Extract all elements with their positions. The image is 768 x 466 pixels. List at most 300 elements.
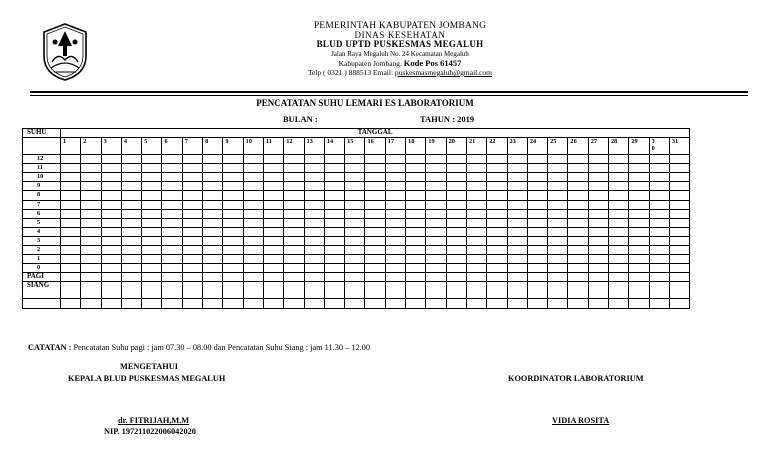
entry-cell[interactable] — [121, 218, 141, 227]
entry-cell[interactable] — [365, 182, 385, 191]
entry-cell[interactable] — [548, 209, 568, 218]
entry-cell[interactable] — [446, 209, 466, 218]
entry-cell[interactable] — [446, 282, 466, 299]
entry-cell[interactable] — [466, 200, 486, 209]
entry-cell[interactable] — [548, 182, 568, 191]
entry-cell[interactable] — [304, 164, 324, 173]
entry-cell[interactable] — [263, 209, 283, 218]
entry-cell[interactable] — [203, 227, 223, 236]
entry-cell[interactable] — [121, 273, 141, 282]
entry-cell[interactable] — [243, 182, 263, 191]
entry-cell[interactable] — [629, 209, 649, 218]
entry-cell[interactable] — [446, 264, 466, 273]
entry-cell[interactable] — [81, 182, 101, 191]
entry-cell[interactable] — [121, 246, 141, 255]
entry-cell[interactable] — [548, 164, 568, 173]
entry-cell[interactable] — [345, 255, 365, 264]
entry-cell[interactable] — [142, 246, 162, 255]
entry-cell[interactable] — [507, 236, 527, 245]
entry-cell[interactable] — [649, 246, 669, 255]
entry-cell[interactable] — [61, 255, 81, 264]
entry-cell[interactable] — [284, 264, 304, 273]
entry-cell[interactable] — [548, 273, 568, 282]
entry-cell[interactable] — [263, 173, 283, 182]
entry-cell[interactable] — [527, 218, 547, 227]
entry-cell[interactable] — [304, 173, 324, 182]
entry-cell[interactable] — [446, 182, 466, 191]
entry-cell[interactable] — [629, 273, 649, 282]
entry-cell[interactable] — [324, 299, 344, 308]
entry-cell[interactable] — [121, 299, 141, 308]
entry-cell[interactable] — [426, 255, 446, 264]
entry-cell[interactable] — [649, 218, 669, 227]
entry-cell[interactable] — [142, 173, 162, 182]
entry-cell[interactable] — [466, 236, 486, 245]
entry-cell[interactable] — [446, 299, 466, 308]
entry-cell[interactable] — [446, 236, 466, 245]
entry-cell[interactable] — [629, 246, 649, 255]
entry-cell[interactable] — [609, 282, 629, 299]
entry-cell[interactable] — [304, 273, 324, 282]
entry-cell[interactable] — [284, 246, 304, 255]
entry-cell[interactable] — [81, 209, 101, 218]
entry-cell[interactable] — [426, 299, 446, 308]
entry-cell[interactable] — [365, 155, 385, 164]
entry-cell[interactable] — [365, 209, 385, 218]
entry-cell[interactable] — [365, 218, 385, 227]
entry-cell[interactable] — [243, 218, 263, 227]
entry-cell[interactable] — [324, 182, 344, 191]
entry-cell[interactable] — [162, 164, 182, 173]
entry-cell[interactable] — [324, 191, 344, 200]
entry-cell[interactable] — [507, 246, 527, 255]
entry-cell[interactable] — [568, 273, 588, 282]
entry-cell[interactable] — [324, 218, 344, 227]
entry-cell[interactable] — [345, 218, 365, 227]
entry-cell[interactable] — [121, 227, 141, 236]
entry-cell[interactable] — [121, 255, 141, 264]
entry-cell[interactable] — [203, 218, 223, 227]
entry-cell[interactable] — [385, 209, 405, 218]
entry-cell[interactable] — [629, 227, 649, 236]
entry-cell[interactable] — [162, 282, 182, 299]
entry-cell[interactable] — [669, 173, 689, 182]
entry-cell[interactable] — [406, 264, 426, 273]
entry-cell[interactable] — [669, 227, 689, 236]
entry-cell[interactable] — [243, 246, 263, 255]
entry-cell[interactable] — [182, 209, 202, 218]
entry-cell[interactable] — [81, 218, 101, 227]
entry-cell[interactable] — [649, 273, 669, 282]
entry-cell[interactable] — [527, 255, 547, 264]
entry-cell[interactable] — [101, 155, 121, 164]
entry-cell[interactable] — [223, 273, 243, 282]
entry-cell[interactable] — [182, 246, 202, 255]
entry-cell[interactable] — [345, 273, 365, 282]
entry-cell[interactable] — [568, 227, 588, 236]
entry-cell[interactable] — [507, 209, 527, 218]
entry-cell[interactable] — [649, 155, 669, 164]
entry-cell[interactable] — [629, 282, 649, 299]
entry-cell[interactable] — [669, 209, 689, 218]
entry-cell[interactable] — [548, 282, 568, 299]
entry-cell[interactable] — [649, 191, 669, 200]
entry-cell[interactable] — [223, 173, 243, 182]
entry-cell[interactable] — [203, 246, 223, 255]
entry-cell[interactable] — [548, 200, 568, 209]
entry-cell[interactable] — [527, 155, 547, 164]
entry-cell[interactable] — [669, 264, 689, 273]
entry-cell[interactable] — [609, 182, 629, 191]
entry-cell[interactable] — [284, 155, 304, 164]
entry-cell[interactable] — [284, 255, 304, 264]
entry-cell[interactable] — [365, 246, 385, 255]
entry-cell[interactable] — [61, 218, 81, 227]
entry-cell[interactable] — [466, 282, 486, 299]
entry-cell[interactable] — [406, 155, 426, 164]
entry-cell[interactable] — [223, 200, 243, 209]
entry-cell[interactable] — [548, 236, 568, 245]
entry-cell[interactable] — [81, 273, 101, 282]
entry-cell[interactable] — [365, 164, 385, 173]
entry-cell[interactable] — [142, 264, 162, 273]
entry-cell[interactable] — [527, 273, 547, 282]
entry-cell[interactable] — [487, 255, 507, 264]
entry-cell[interactable] — [406, 273, 426, 282]
entry-cell[interactable] — [365, 200, 385, 209]
entry-cell[interactable] — [527, 282, 547, 299]
entry-cell[interactable] — [487, 164, 507, 173]
entry-cell[interactable] — [304, 299, 324, 308]
entry-cell[interactable] — [203, 191, 223, 200]
entry-cell[interactable] — [426, 273, 446, 282]
entry-cell[interactable] — [345, 299, 365, 308]
entry-cell[interactable] — [649, 182, 669, 191]
entry-cell[interactable] — [324, 209, 344, 218]
entry-cell[interactable] — [162, 273, 182, 282]
entry-cell[interactable] — [121, 264, 141, 273]
entry-cell[interactable] — [487, 282, 507, 299]
entry-cell[interactable] — [182, 218, 202, 227]
entry-cell[interactable] — [507, 155, 527, 164]
entry-cell[interactable] — [324, 282, 344, 299]
entry-cell[interactable] — [406, 282, 426, 299]
entry-cell[interactable] — [223, 164, 243, 173]
entry-cell[interactable] — [81, 282, 101, 299]
entry-cell[interactable] — [385, 173, 405, 182]
entry-cell[interactable] — [203, 209, 223, 218]
entry-cell[interactable] — [385, 182, 405, 191]
entry-cell[interactable] — [507, 191, 527, 200]
entry-cell[interactable] — [426, 191, 446, 200]
entry-cell[interactable] — [669, 164, 689, 173]
entry-cell[interactable] — [182, 191, 202, 200]
entry-cell[interactable] — [162, 218, 182, 227]
entry-cell[interactable] — [243, 282, 263, 299]
entry-cell[interactable] — [263, 273, 283, 282]
entry-cell[interactable] — [669, 273, 689, 282]
entry-cell[interactable] — [649, 236, 669, 245]
entry-cell[interactable] — [406, 164, 426, 173]
entry-cell[interactable] — [527, 246, 547, 255]
entry-cell[interactable] — [61, 246, 81, 255]
entry-cell[interactable] — [121, 191, 141, 200]
entry-cell[interactable] — [182, 155, 202, 164]
entry-cell[interactable] — [101, 264, 121, 273]
entry-cell[interactable] — [609, 218, 629, 227]
entry-cell[interactable] — [466, 209, 486, 218]
entry-cell[interactable] — [223, 227, 243, 236]
entry-cell[interactable] — [507, 255, 527, 264]
entry-cell[interactable] — [243, 236, 263, 245]
entry-cell[interactable] — [182, 182, 202, 191]
entry-cell[interactable] — [223, 236, 243, 245]
entry-cell[interactable] — [649, 282, 669, 299]
entry-cell[interactable] — [609, 155, 629, 164]
entry-cell[interactable] — [568, 191, 588, 200]
entry-cell[interactable] — [142, 273, 162, 282]
entry-cell[interactable] — [649, 264, 669, 273]
entry-cell[interactable] — [527, 264, 547, 273]
entry-cell[interactable] — [426, 264, 446, 273]
entry-cell[interactable] — [61, 236, 81, 245]
entry-cell[interactable] — [649, 209, 669, 218]
entry-cell[interactable] — [568, 173, 588, 182]
entry-cell[interactable] — [588, 246, 608, 255]
entry-cell[interactable] — [487, 218, 507, 227]
entry-cell[interactable] — [588, 182, 608, 191]
entry-cell[interactable] — [406, 255, 426, 264]
entry-cell[interactable] — [466, 299, 486, 308]
entry-cell[interactable] — [385, 227, 405, 236]
entry-cell[interactable] — [609, 164, 629, 173]
entry-cell[interactable] — [345, 164, 365, 173]
entry-cell[interactable] — [81, 200, 101, 209]
entry-cell[interactable] — [203, 299, 223, 308]
entry-cell[interactable] — [588, 209, 608, 218]
entry-cell[interactable] — [466, 264, 486, 273]
entry-cell[interactable] — [142, 182, 162, 191]
entry-cell[interactable] — [487, 273, 507, 282]
entry-cell[interactable] — [446, 218, 466, 227]
entry-cell[interactable] — [81, 236, 101, 245]
entry-cell[interactable] — [345, 282, 365, 299]
entry-cell[interactable] — [385, 264, 405, 273]
entry-cell[interactable] — [588, 200, 608, 209]
entry-cell[interactable] — [61, 155, 81, 164]
entry-cell[interactable] — [223, 255, 243, 264]
entry-cell[interactable] — [426, 209, 446, 218]
entry-cell[interactable] — [588, 282, 608, 299]
entry-cell[interactable] — [629, 182, 649, 191]
entry-cell[interactable] — [304, 236, 324, 245]
entry-cell[interactable] — [446, 273, 466, 282]
entry-cell[interactable] — [426, 155, 446, 164]
entry-cell[interactable] — [487, 299, 507, 308]
entry-cell[interactable] — [588, 155, 608, 164]
entry-cell[interactable] — [669, 246, 689, 255]
entry-cell[interactable] — [629, 164, 649, 173]
entry-cell[interactable] — [426, 246, 446, 255]
entry-cell[interactable] — [304, 191, 324, 200]
entry-cell[interactable] — [507, 182, 527, 191]
entry-cell[interactable] — [507, 264, 527, 273]
entry-cell[interactable] — [101, 182, 121, 191]
entry-cell[interactable] — [304, 246, 324, 255]
entry-cell[interactable] — [142, 155, 162, 164]
entry-cell[interactable] — [101, 164, 121, 173]
entry-cell[interactable] — [243, 273, 263, 282]
entry-cell[interactable] — [385, 236, 405, 245]
entry-cell[interactable] — [324, 273, 344, 282]
entry-cell[interactable] — [203, 164, 223, 173]
entry-cell[interactable] — [588, 218, 608, 227]
entry-cell[interactable] — [385, 200, 405, 209]
entry-cell[interactable] — [324, 264, 344, 273]
entry-cell[interactable] — [304, 282, 324, 299]
entry-cell[interactable] — [304, 227, 324, 236]
entry-cell[interactable] — [142, 282, 162, 299]
entry-cell[interactable] — [142, 236, 162, 245]
entry-cell[interactable] — [162, 255, 182, 264]
entry-cell[interactable] — [61, 191, 81, 200]
entry-cell[interactable] — [609, 264, 629, 273]
entry-cell[interactable] — [203, 155, 223, 164]
entry-cell[interactable] — [162, 264, 182, 273]
entry-cell[interactable] — [162, 191, 182, 200]
entry-cell[interactable] — [426, 282, 446, 299]
entry-cell[interactable] — [304, 155, 324, 164]
entry-cell[interactable] — [223, 264, 243, 273]
entry-cell[interactable] — [182, 255, 202, 264]
entry-cell[interactable] — [385, 299, 405, 308]
entry-cell[interactable] — [629, 299, 649, 308]
entry-cell[interactable] — [669, 191, 689, 200]
entry-cell[interactable] — [609, 200, 629, 209]
entry-cell[interactable] — [304, 182, 324, 191]
entry-cell[interactable] — [507, 299, 527, 308]
entry-cell[interactable] — [629, 255, 649, 264]
entry-cell[interactable] — [487, 236, 507, 245]
entry-cell[interactable] — [243, 255, 263, 264]
entry-cell[interactable] — [406, 236, 426, 245]
entry-cell[interactable] — [142, 299, 162, 308]
entry-cell[interactable] — [406, 209, 426, 218]
entry-cell[interactable] — [426, 182, 446, 191]
entry-cell[interactable] — [385, 273, 405, 282]
entry-cell[interactable] — [142, 209, 162, 218]
entry-cell[interactable] — [669, 182, 689, 191]
entry-cell[interactable] — [345, 227, 365, 236]
entry-cell[interactable] — [324, 255, 344, 264]
entry-cell[interactable] — [507, 273, 527, 282]
entry-cell[interactable] — [588, 173, 608, 182]
entry-cell[interactable] — [426, 200, 446, 209]
entry-cell[interactable] — [487, 200, 507, 209]
entry-cell[interactable] — [588, 164, 608, 173]
entry-cell[interactable] — [527, 236, 547, 245]
entry-cell[interactable] — [142, 200, 162, 209]
entry-cell[interactable] — [284, 236, 304, 245]
entry-cell[interactable] — [203, 282, 223, 299]
entry-cell[interactable] — [446, 164, 466, 173]
entry-cell[interactable] — [263, 236, 283, 245]
entry-cell[interactable] — [446, 227, 466, 236]
entry-cell[interactable] — [649, 173, 669, 182]
entry-cell[interactable] — [61, 173, 81, 182]
entry-cell[interactable] — [284, 164, 304, 173]
entry-cell[interactable] — [426, 164, 446, 173]
entry-cell[interactable] — [203, 182, 223, 191]
entry-cell[interactable] — [243, 155, 263, 164]
entry-cell[interactable] — [263, 200, 283, 209]
entry-cell[interactable] — [446, 200, 466, 209]
entry-cell[interactable] — [101, 273, 121, 282]
entry-cell[interactable] — [629, 236, 649, 245]
entry-cell[interactable] — [162, 200, 182, 209]
entry-cell[interactable] — [101, 227, 121, 236]
entry-cell[interactable] — [609, 246, 629, 255]
entry-cell[interactable] — [548, 173, 568, 182]
entry-cell[interactable] — [101, 236, 121, 245]
entry-cell[interactable] — [345, 182, 365, 191]
entry-cell[interactable] — [568, 246, 588, 255]
entry-cell[interactable] — [121, 236, 141, 245]
entry-cell[interactable] — [365, 173, 385, 182]
entry-cell[interactable] — [61, 209, 81, 218]
entry-cell[interactable] — [263, 164, 283, 173]
entry-cell[interactable] — [324, 155, 344, 164]
entry-cell[interactable] — [61, 264, 81, 273]
entry-cell[interactable] — [527, 182, 547, 191]
entry-cell[interactable] — [61, 282, 81, 299]
entry-cell[interactable] — [588, 264, 608, 273]
entry-cell[interactable] — [588, 227, 608, 236]
entry-cell[interactable] — [81, 173, 101, 182]
entry-cell[interactable] — [203, 173, 223, 182]
entry-cell[interactable] — [263, 191, 283, 200]
entry-cell[interactable] — [203, 273, 223, 282]
entry-cell[interactable] — [263, 299, 283, 308]
entry-cell[interactable] — [568, 264, 588, 273]
entry-cell[interactable] — [588, 299, 608, 308]
entry-cell[interactable] — [182, 236, 202, 245]
entry-cell[interactable] — [345, 173, 365, 182]
entry-cell[interactable] — [466, 164, 486, 173]
entry-cell[interactable] — [284, 182, 304, 191]
entry-cell[interactable] — [243, 209, 263, 218]
entry-cell[interactable] — [406, 191, 426, 200]
entry-cell[interactable] — [426, 236, 446, 245]
entry-cell[interactable] — [223, 209, 243, 218]
entry-cell[interactable] — [324, 164, 344, 173]
entry-cell[interactable] — [223, 282, 243, 299]
entry-cell[interactable] — [203, 255, 223, 264]
entry-cell[interactable] — [162, 173, 182, 182]
entry-cell[interactable] — [649, 299, 669, 308]
entry-cell[interactable] — [426, 218, 446, 227]
entry-cell[interactable] — [588, 255, 608, 264]
entry-cell[interactable] — [203, 200, 223, 209]
entry-cell[interactable] — [365, 264, 385, 273]
entry-cell[interactable] — [101, 209, 121, 218]
entry-cell[interactable] — [324, 236, 344, 245]
entry-cell[interactable] — [81, 255, 101, 264]
entry-cell[interactable] — [121, 200, 141, 209]
entry-cell[interactable] — [365, 282, 385, 299]
entry-cell[interactable] — [243, 191, 263, 200]
entry-cell[interactable] — [446, 246, 466, 255]
